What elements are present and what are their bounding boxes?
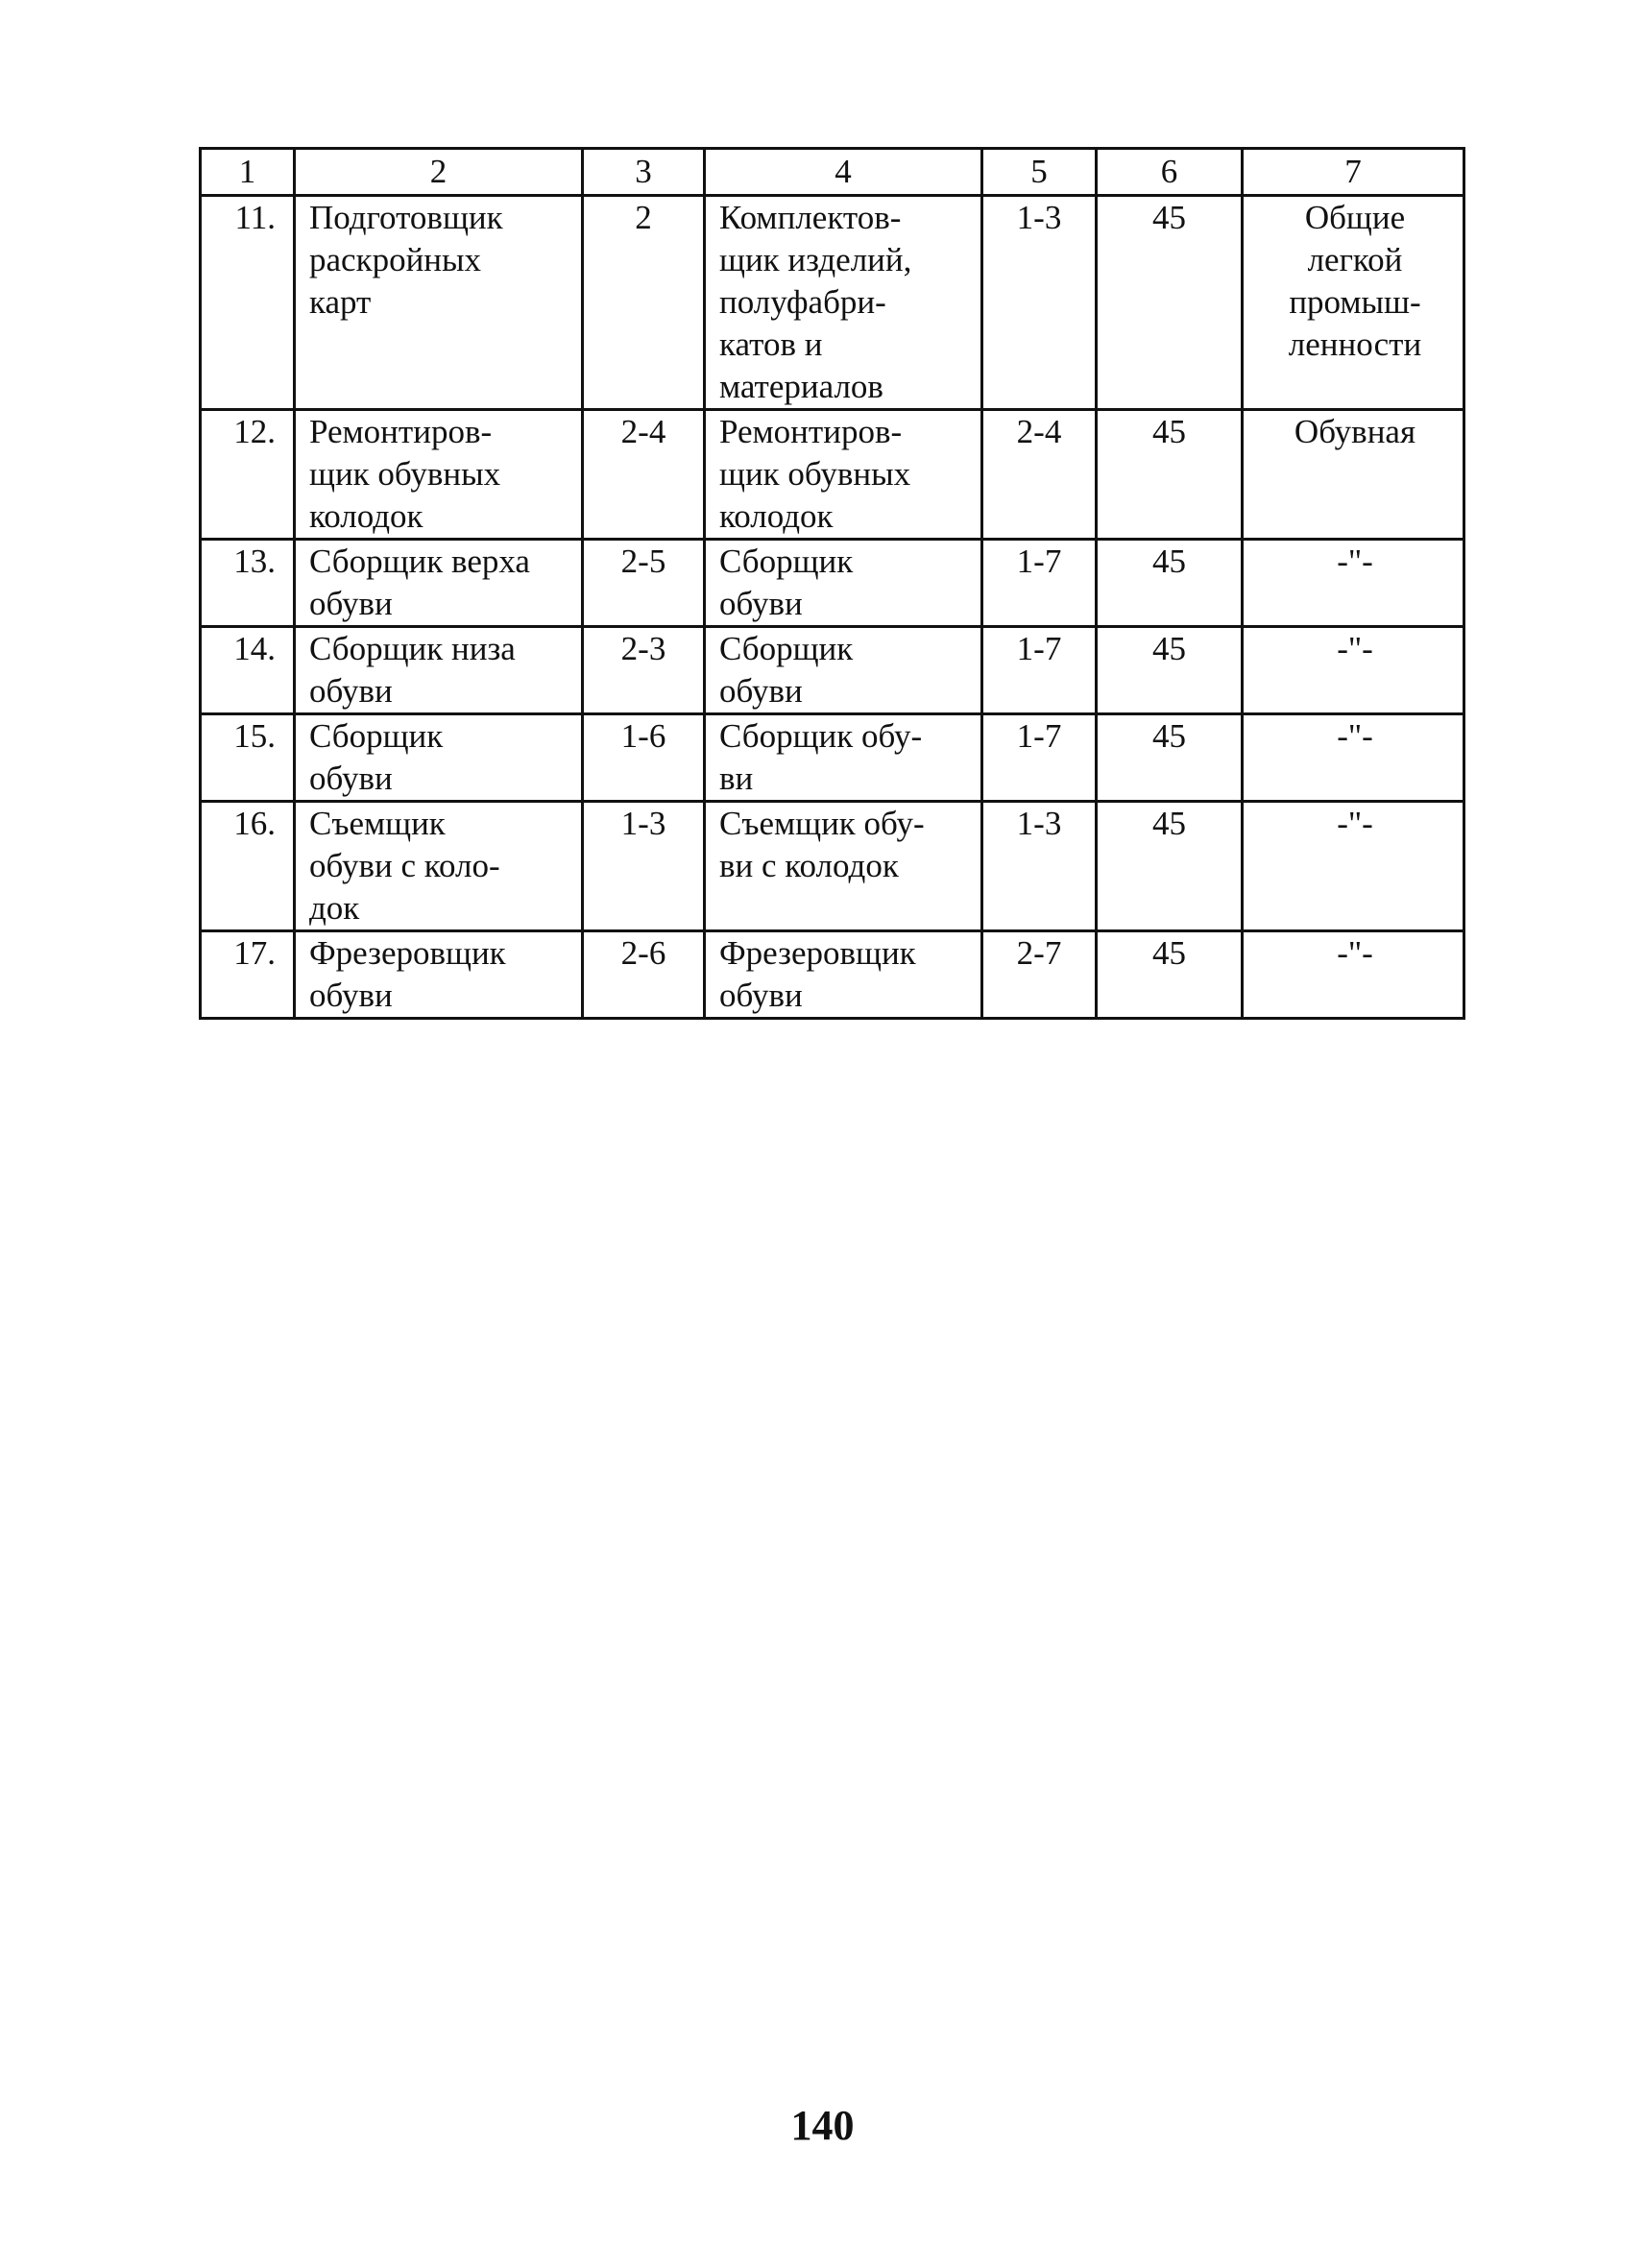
related-profession-cell-line: обуви — [719, 977, 803, 1014]
industry-cell — [1243, 714, 1464, 802]
profession-cell — [295, 196, 583, 410]
related-profession-cell — [705, 540, 982, 627]
grade-cell: 1-6 — [583, 714, 705, 802]
profession-cell — [295, 714, 583, 802]
table-row — [201, 196, 1464, 410]
profession-cell — [295, 410, 583, 540]
code-cell: 45 — [1097, 627, 1243, 714]
table-header-row — [201, 149, 1464, 196]
profession-cell-line: Сборщик верха — [309, 543, 530, 580]
grade-cell: 2-6 — [583, 931, 705, 1019]
row-number-cell: 16. — [201, 802, 295, 931]
header-cell: 5 — [982, 149, 1097, 196]
industry-cell — [1243, 931, 1464, 1019]
profession-cell-line: обуви — [309, 977, 393, 1014]
code-cell: 45 — [1097, 714, 1243, 802]
related-profession-cell-line: катов и — [719, 326, 823, 363]
table-row — [201, 410, 1464, 540]
table-row — [201, 802, 1464, 931]
row-number-cell: 11. — [201, 196, 295, 410]
code-cell: 45 — [1097, 196, 1243, 410]
profession-cell-line: колодок — [309, 497, 423, 535]
profession-cell-line: раскройных — [309, 241, 482, 278]
related-profession-cell-line: Съемщик обу- — [719, 805, 925, 842]
profession-cell-line: карт — [309, 283, 372, 321]
related-profession-cell — [705, 931, 982, 1019]
profession-cell — [295, 627, 583, 714]
profession-cell-line: обуви — [309, 672, 393, 710]
related-profession-cell-line: ви с колодок — [719, 847, 899, 884]
code-cell: 45 — [1097, 931, 1243, 1019]
grade-cell: 2 — [583, 196, 705, 410]
grade-range-cell: 1-7 — [982, 627, 1097, 714]
industry-cell-line: -"- — [1337, 717, 1373, 755]
industry-cell — [1243, 196, 1464, 410]
profession-cell-line: Сборщик низа — [309, 630, 516, 667]
related-profession-cell-line: щик обувных — [719, 455, 911, 493]
grade-range-cell: 1-3 — [982, 196, 1097, 410]
grade-cell: 2-4 — [583, 410, 705, 540]
header-cell: 1 — [201, 149, 295, 196]
industry-cell — [1243, 802, 1464, 931]
related-profession-cell-line: Фрезеровщик — [719, 934, 916, 972]
header-cell: 3 — [583, 149, 705, 196]
related-profession-cell-line: ви — [719, 760, 754, 797]
profession-cell-line: Съемщик — [309, 805, 446, 842]
row-number-cell: 13. — [201, 540, 295, 627]
grade-cell: 2-5 — [583, 540, 705, 627]
code-cell: 45 — [1097, 410, 1243, 540]
profession-cell-line: Сборщик — [309, 717, 444, 755]
industry-cell-line: Обувная — [1294, 413, 1416, 450]
industry-cell-line: -"- — [1337, 934, 1373, 972]
profession-cell-line: Фрезеровщик — [309, 934, 506, 972]
related-profession-cell-line: Сборщик — [719, 543, 854, 580]
related-profession-cell-line: Сборщик обу- — [719, 717, 923, 755]
related-profession-cell — [705, 714, 982, 802]
code-cell: 45 — [1097, 802, 1243, 931]
related-profession-cell-line: полуфабри- — [719, 283, 886, 321]
profession-cell — [295, 931, 583, 1019]
industry-cell — [1243, 540, 1464, 627]
header-cell: 7 — [1243, 149, 1464, 196]
grade-cell: 1-3 — [583, 802, 705, 931]
header-cell: 2 — [295, 149, 583, 196]
profession-cell-line: обуви — [309, 760, 393, 797]
related-profession-cell — [705, 196, 982, 410]
page-number: 140 — [790, 2102, 855, 2149]
profession-cell-line: обуви — [309, 585, 393, 622]
related-profession-cell-line: щик изделий, — [719, 241, 912, 278]
professions-table — [199, 147, 1465, 1020]
table-row — [201, 627, 1464, 714]
industry-cell-line: Общие — [1304, 199, 1406, 236]
related-profession-cell — [705, 627, 982, 714]
grade-range-cell: 1-3 — [982, 802, 1097, 931]
profession-cell — [295, 802, 583, 931]
industry-cell-line: промыш- — [1289, 283, 1421, 321]
related-profession-cell-line: материалов — [719, 368, 883, 405]
profession-cell-line: щик обувных — [309, 455, 501, 493]
profession-cell-line: Подготовщик — [309, 199, 503, 236]
header-cell: 6 — [1097, 149, 1243, 196]
row-number-cell: 15. — [201, 714, 295, 802]
industry-cell — [1243, 627, 1464, 714]
industry-cell-line: -"- — [1337, 805, 1373, 842]
header-cell: 4 — [705, 149, 982, 196]
grade-cell: 2-3 — [583, 627, 705, 714]
industry-cell-line: легкой — [1307, 241, 1403, 278]
related-profession-cell-line: колодок — [719, 497, 834, 535]
table-row — [201, 931, 1464, 1019]
profession-cell — [295, 540, 583, 627]
related-profession-cell-line: Сборщик — [719, 630, 854, 667]
related-profession-cell-line: Комплектов- — [719, 199, 902, 236]
row-number-cell: 17. — [201, 931, 295, 1019]
profession-cell-line: Ремонтиров- — [309, 413, 493, 450]
grade-range-cell: 1-7 — [982, 540, 1097, 627]
related-profession-cell-line: Ремонтиров- — [719, 413, 903, 450]
industry-cell-line: ленности — [1288, 326, 1422, 363]
related-profession-cell — [705, 802, 982, 931]
related-profession-cell-line: обуви — [719, 585, 803, 622]
row-number-cell: 12. — [201, 410, 295, 540]
industry-cell-line: -"- — [1337, 630, 1373, 667]
table-row — [201, 714, 1464, 802]
profession-cell-line: обуви с коло- — [309, 847, 500, 884]
table-row — [201, 540, 1464, 627]
code-cell: 45 — [1097, 540, 1243, 627]
row-number-cell: 14. — [201, 627, 295, 714]
grade-range-cell: 1-7 — [982, 714, 1097, 802]
related-profession-cell-line: обуви — [719, 672, 803, 710]
industry-cell-line: -"- — [1337, 543, 1373, 580]
profession-cell-line: док — [309, 889, 360, 927]
grade-range-cell: 2-7 — [982, 931, 1097, 1019]
grade-range-cell: 2-4 — [982, 410, 1097, 540]
related-profession-cell — [705, 410, 982, 540]
industry-cell — [1243, 410, 1464, 540]
